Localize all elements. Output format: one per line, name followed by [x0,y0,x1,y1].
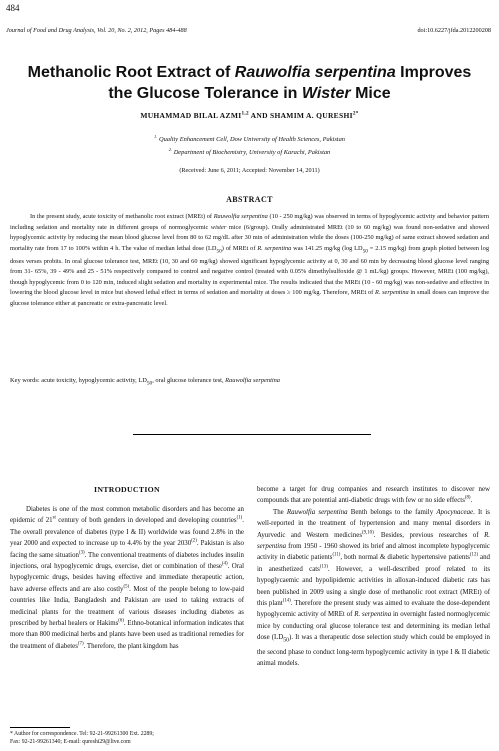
abstract-text: mice (6/group). Orally administrated MREt (10 to 60 mg/kg) was found non-sedative and showed hypoglycemic activity by reducing the mean blood glucose level from 80 to 62 mg/dL after 30 min of administration while the doses (100-250 mg/kg) of same extract showed sedation and mortality rate from 17 to 100% within 4 h. The value of median lethal dose (LD [10,223,489,252]
intro-text: in overnight fasted normoglycemic mice by conducting oral glucose tolerance test and determining its median lethal dose (LD [257,611,490,642]
intro-paragraph-1 [257,484,490,507]
abstract-italic: R. serpentina [257,244,292,252]
title-part: the Glucose Tolerance in [108,85,302,102]
affil-mark: 2. [168,146,173,152]
citation: (8) [464,496,471,502]
title-species: Rauwolfia serpentina [234,64,396,81]
intro-italic: R. serpentina [354,611,392,619]
affil-text: Quality Enhancement Cell, Dow University of Health Sciences, Pakistan [157,136,345,143]
citation: (13) [319,564,328,570]
citation: (1) [236,516,243,522]
intro-sub: 50 [283,637,289,644]
intro-text: Diabetes is one of the most common metabolic disorders and has become an epidemic of 21 [10,506,244,525]
section-divider [133,434,371,435]
intro-text: become a target for drug companies and research institutes to discover new compounds that are potential anti-diabetic drugs with few or no side effects [257,486,490,505]
intro-text: from 1950 - 1960 showed its brief and almost incomplete hypoglycemic activity in diabetic patients [257,543,490,562]
intro-italic: Rauwolfia serpentina [286,508,348,516]
abstract-italic: wister [210,223,227,231]
abstract-text: In the present study, acute toxicity of methanolic root extract (MREt) of [30,213,214,220]
paper-title [0,62,499,104]
footnote-line: * Author for correspondence. Tel: 92-21-99261300 Ext. 2289; [10,731,154,737]
abstract-sub: 50 [216,248,222,255]
keywords-italic: Rauwolfia serpentina [225,377,281,384]
abstract-heading: ABSTRACT [226,195,273,204]
introduction-heading: INTRODUCTION [94,485,160,494]
citation: (5) [123,584,130,590]
intro-text: , both normal & diabetic hypertensive patients [340,554,470,562]
received-dates: (Received: June 6, 2011; Accepted: November 14, 2011) [179,167,320,174]
abstract-text: was 141.25 mg/kg (log LD [291,244,363,252]
intro-text: . [470,497,473,505]
citation: (2) [191,538,197,544]
affiliation-1 [0,133,499,143]
author-2: AND SHAMIM A. QURESHI [248,111,353,120]
intro-text: . Therefore the present study was aimed to evaluate the dose-dependent hypoglycemic activity of MREt of [257,600,490,619]
doi: doi:10.6227/jfda.2012200208 [417,27,491,34]
introduction-left-column [10,504,244,652]
intro-text: . However, a well-described proof related to its hypoglycaemic and hypolipidemic activities in alloxan-induced diabetic rats has been published in 2009 using a single dose of methanolic root extract (MREt) of this plant [257,565,491,608]
intro-text: . Pakistan is also facing the same situation [10,540,245,559]
intro-sup: st [52,516,56,522]
author-1: MUHAMMAD BILAL AZMI [140,111,242,120]
citation: (11) [332,553,341,559]
citation: (12) [469,553,478,559]
citation: (4) [221,561,228,567]
affil-text: Department of Biochemistry, University of Karachi, Pakistan [172,149,331,156]
intro-text: . The overall prevalence of diabetes (type I & II) worldwide was found 2.8% in the year 2000 and expected to increase up to 4.4% by the year 2030 [10,517,244,548]
affil-mark: 1. [154,133,158,139]
intro-text: . Oral hypoglycemic drugs, besides having effective and immediate therapeutic action, have adverse effects and are also costly [10,563,244,593]
intro-text: ). It was a therapeutic dose selection study which could be employed in the second phase to conduct long-term hypoglycemic activity in type I & II diabetic animal models. [257,634,490,668]
correspondence-footnote [10,730,154,746]
title-strain: Wister [301,85,351,102]
intro-text: and in anesthetized cats [257,554,491,573]
keywords-text: , oral glucose tolerance test, [152,377,226,384]
abstract-text: = 2.15 mg/kg) from graph plotted between log doses verses probits. In oral glucose tolerance test, MREt (10, 30 and 60 mg/kg) showed significant hypoglycemic activity at 0, 30 and 60 min by decreasing blood glucose level ranging from 31- 65%, 39 - 49% and 25 - 51% respectively compared to control and negative control (treated with 0.05% dimethylsulfoxide @ 1 mL/kg) groups. However, MREt (100 mg/kg), though hypoglycemic from 0 to 120 min, induced slight sedation and mortality in experimental mice. The results indicated that the MREt (10 - 60 mg/kg) was non-sedative and effective in lowering the blood glucose level in mice but showed lethal effect in terms of sedation and mortality at doses ≥ 100 mg/kg. Therefore, MREt of [10,244,489,297]
abstract-sub: 50 [362,248,368,255]
intro-text: The [273,508,287,516]
footnote-line: Fax: 92-21-99261340; E-mail: qureshi29@live.com [10,739,131,745]
intro-text: . Ethno-botanical information indicates that more than 800 medicinal herbs and plants have been used as traditional remedies for the treatment of diabetes [10,620,245,650]
intro-text: . The conventional treatments of diabetes includes insulin injections, oral hypoglycemic drugs, exercise, diet or combination of these [10,551,244,571]
intro-text: . Most of the people belong to low-paid countries like India, Bangladesh and Pakistan are used to taking extracts of medicinal plants for the treatment of various diseases including diabetes as prescribed by herbal healers or Hakims [10,585,244,628]
citation: (6) [118,618,124,624]
abstract-text: in small doses can improve the glucose tolerance either at pancreatic or extra-pancreatic level. [10,289,489,307]
footnote-rule [10,727,70,728]
author-1-affil: 1,2 [241,110,249,117]
intro-text: . Therefore, the plant kingdom has [83,642,179,650]
citation: (14) [282,598,291,604]
intro-text: . Besides, previous researches of [373,531,485,539]
citation: (3) [78,550,85,556]
intro-text: . It is well-reported in the treatment of hypertension and many mental disorders in Ayurvedic and Western medicines [257,508,490,539]
abstract-italic: R. serpentina [374,289,409,297]
title-part: Methanolic Root Extract of [27,64,235,81]
keywords [10,377,489,386]
abstract-body [10,212,489,310]
title-part: Mice [350,85,391,102]
keywords-sub: 50 [146,380,153,387]
keywords-text: Key words: acute toxicity, hypoglycemic activity, LD [10,377,147,384]
intro-italic: R. serpentina [257,531,490,551]
journal-citation: Journal of Food and Drug Analysis, Vol. 20, No. 2, 2012, Pages 484-488 [6,27,187,34]
abstract-text: ) of MREt of [221,244,258,252]
intro-text: Benth belongs to the family [347,508,437,516]
authors [0,111,499,120]
introduction-right-column [257,484,490,670]
page-number: 484 [6,3,20,13]
intro-text: century of both genders in developed and developing countries [55,517,237,525]
citation: (9,10) [362,530,374,536]
intro-paragraph-2 [257,507,490,670]
abstract-italic: Rauwolfia serpentina [213,213,268,220]
affiliation-2 [0,146,499,156]
author-2-affil: 2* [352,110,359,117]
title-part: Improves [395,64,472,81]
citation: (7) [77,641,84,647]
abstract-text: (10 - 250 mg/kg) was observed in terms of hypoglycemic activity and behavior pattern including sedation and mortality rate in different groups of normoglycemic [10,213,490,231]
intro-italic: Apocynaceae [436,508,474,516]
